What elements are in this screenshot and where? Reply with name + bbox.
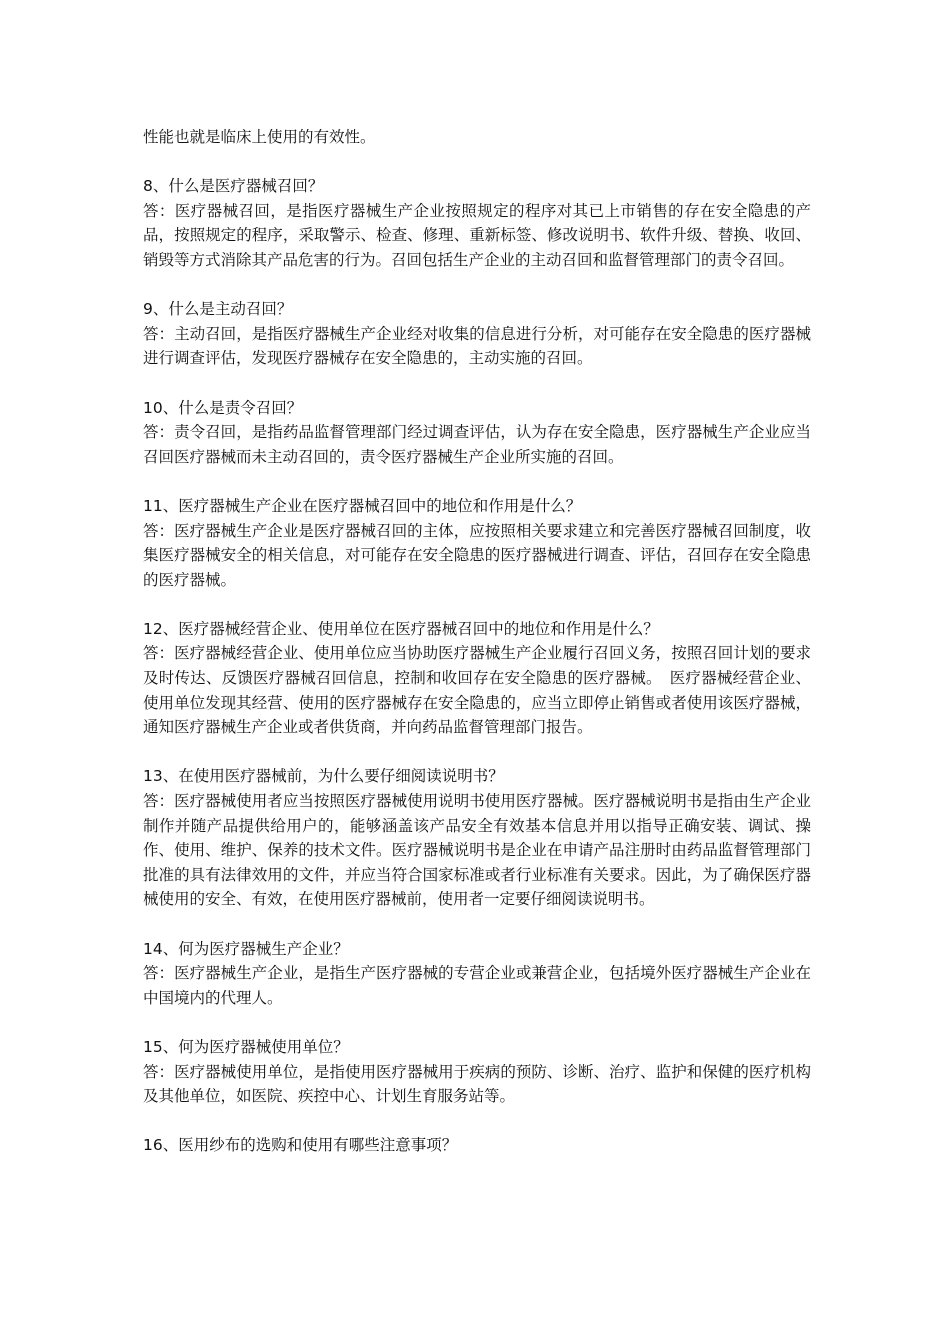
- question-16: 16、医用纱布的选购和使用有哪些注意事项？: [143, 1136, 458, 1155]
- spacer: [143, 273, 811, 298]
- answer-11: 答：医疗器械生产企业是医疗器械召回的主体，应按照相关要求建立和完善医疗器械召回制度，收集医疗器械安全的相关信息，对可能存在安全隐患的医疗器械进行调查、评估，召回存在安全隐患的医疗器械。: [143, 521, 811, 589]
- answer-13: 答：医疗器械使用者应当按照医疗器械使用说明书使用医疗器械。医疗器械说明书是指由生产企业制作并随产品提供给用户的，能够涵盖该产品安全有效基本信息并用以指导正确安装、调试、操作、使用、维护、保养的技术文件。医疗器械说明书是企业在申请产品注册时由药品监督管理部门批准的具有法律效用的文件，并应当符合国家标准或者行业标准有关要求。因此，为了确保医疗器械使用的安全、有效，在使用医疗器械前，使用者一定要仔细阅读说明书。: [143, 792, 811, 909]
- document-body: [143, 125, 811, 1158]
- answer-15: 答：医疗器械使用单位，是指使用医疗器械用于疾病的预防、诊断、治疗、监护和保健的医疗机构及其他单位，如医院、疾控中心、计划生育服务站等。: [143, 1062, 811, 1106]
- spacer: [143, 592, 811, 617]
- spacer: [143, 1010, 811, 1035]
- answer-12: 答：医疗器械经营企业、使用单位应当协助医疗器械生产企业履行召回义务，按照召回计划的要求及时传达、反馈医疗器械召回信息，控制和收回存在安全隐患的医疗器械。 医疗器械经营企业、使用单位发现其经营、使用的医疗器械存在安全隐患的，应当立即停止销售或者使用该医疗器械，通知医疗器械生产企业或者供货商，并向药品监督管理部门报告。: [143, 644, 811, 737]
- question-14: 14、何为医疗器械生产企业？: [143, 939, 349, 958]
- question-12: 12、医疗器械经营企业、使用单位在医疗器械召回中的地位和作用是什么？: [143, 619, 659, 638]
- spacer: [143, 150, 811, 175]
- answer-9: 答：主动召回，是指医疗器械生产企业经对收集的信息进行分析，对可能存在安全隐患的医疗器械进行调查评估，发现医疗器械存在安全隐患的，主动实施的召回。: [143, 324, 811, 368]
- answer-8: 答：医疗器械召回，是指医疗器械生产企业按照规定的程序对其已上市销售的存在安全隐患的产品，按照规定的程序，采取警示、检查、修理、重新标签、修改说明书、软件升级、替换、收回、销毁等方式消除其产品危害的行为。召回包括生产企业的主动召回和监督管理部门的责令召回。: [143, 201, 811, 269]
- spacer: [143, 912, 811, 937]
- spacer: [143, 371, 811, 396]
- answer-10: 答：责令召回，是指药品监督管理部门经过调查评估，认为存在安全隐患，医疗器械生产企业应当召回医疗器械而未主动召回的，责令医疗器械生产企业所实施的召回。: [143, 423, 811, 466]
- spacer: [143, 469, 811, 494]
- question-13: 13、在使用医疗器械前，为什么要仔细阅读说明书？: [143, 767, 504, 786]
- question-8: 8、什么是医疗器械召回？: [143, 177, 324, 196]
- question-9: 9、什么是主动召回？: [143, 300, 293, 319]
- question-10: 10、什么是责令召回？: [143, 398, 303, 417]
- question-11: 11、医疗器械生产企业在医疗器械召回中的地位和作用是什么？: [143, 496, 582, 515]
- question-15: 15、何为医疗器械使用单位？: [143, 1037, 349, 1056]
- answer-14: 答：医疗器械生产企业，是指生产医疗器械的专营企业或兼营企业，包括境外医疗器械生产企业在中国境内的代理人。: [143, 964, 811, 1007]
- spacer: [143, 740, 811, 765]
- intro-paragraph: 性能也就是临床上使用的有效性。: [143, 128, 376, 146]
- spacer: [143, 1109, 811, 1134]
